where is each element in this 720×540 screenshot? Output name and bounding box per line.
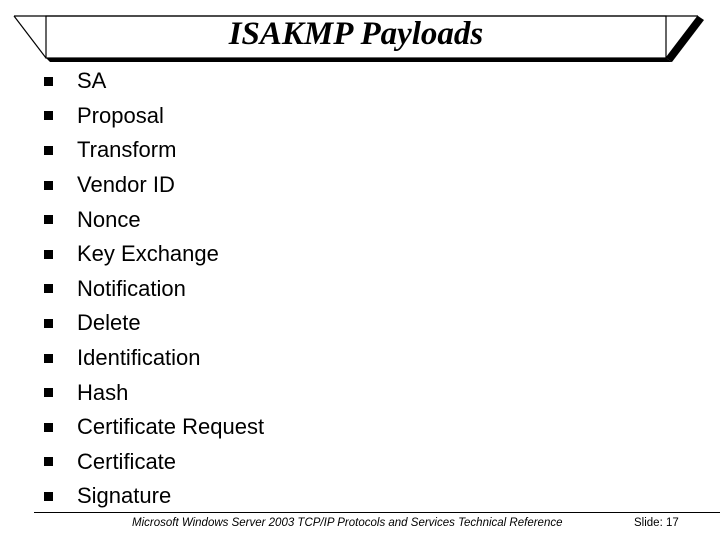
list-item xyxy=(44,306,264,341)
list-item xyxy=(44,341,264,376)
list-item-label: Transform xyxy=(77,137,177,163)
square-bullet-icon xyxy=(44,146,53,155)
list-item-label: Hash xyxy=(77,379,129,405)
square-bullet-icon xyxy=(44,423,53,432)
square-bullet-icon xyxy=(44,111,53,120)
title-banner xyxy=(0,0,720,70)
square-bullet-icon xyxy=(44,215,53,224)
square-bullet-icon xyxy=(44,250,53,259)
payload-list xyxy=(44,64,264,514)
list-item xyxy=(44,445,264,480)
list-item-label: Vendor ID xyxy=(77,172,175,198)
slide-title: ISAKMP Payloads xyxy=(228,16,484,52)
list-item-label: SA xyxy=(77,68,107,94)
list-item xyxy=(44,375,264,410)
square-bullet-icon xyxy=(44,181,53,190)
list-item xyxy=(44,99,264,134)
list-item xyxy=(44,202,264,237)
list-item xyxy=(44,479,264,514)
square-bullet-icon xyxy=(44,388,53,397)
list-item xyxy=(44,64,264,99)
list-item-label: Identification xyxy=(77,345,201,371)
list-item-label: Signature xyxy=(77,483,172,509)
square-bullet-icon xyxy=(44,492,53,501)
list-item-label: Key Exchange xyxy=(77,241,219,267)
list-item-label: Certificate xyxy=(77,448,177,474)
list-item xyxy=(44,272,264,307)
list-item xyxy=(44,410,264,445)
list-item-label: Notification xyxy=(77,275,186,301)
list-item xyxy=(44,237,264,272)
list-item-label: Proposal xyxy=(77,102,164,128)
footer-divider xyxy=(34,512,720,513)
list-item-label: Delete xyxy=(77,310,141,336)
list-item xyxy=(44,168,264,203)
square-bullet-icon xyxy=(44,354,53,363)
square-bullet-icon xyxy=(44,457,53,466)
square-bullet-icon xyxy=(44,284,53,293)
square-bullet-icon xyxy=(44,319,53,328)
list-item-label: Nonce xyxy=(77,206,141,232)
list-item-label: Certificate Request xyxy=(77,414,265,440)
footer-reference: Microsoft Windows Server 2003 TCP/IP Protocols and Services Technical Reference xyxy=(132,517,563,529)
slide-number: Slide: 17 xyxy=(634,517,679,529)
square-bullet-icon xyxy=(44,77,53,86)
list-item xyxy=(44,133,264,168)
